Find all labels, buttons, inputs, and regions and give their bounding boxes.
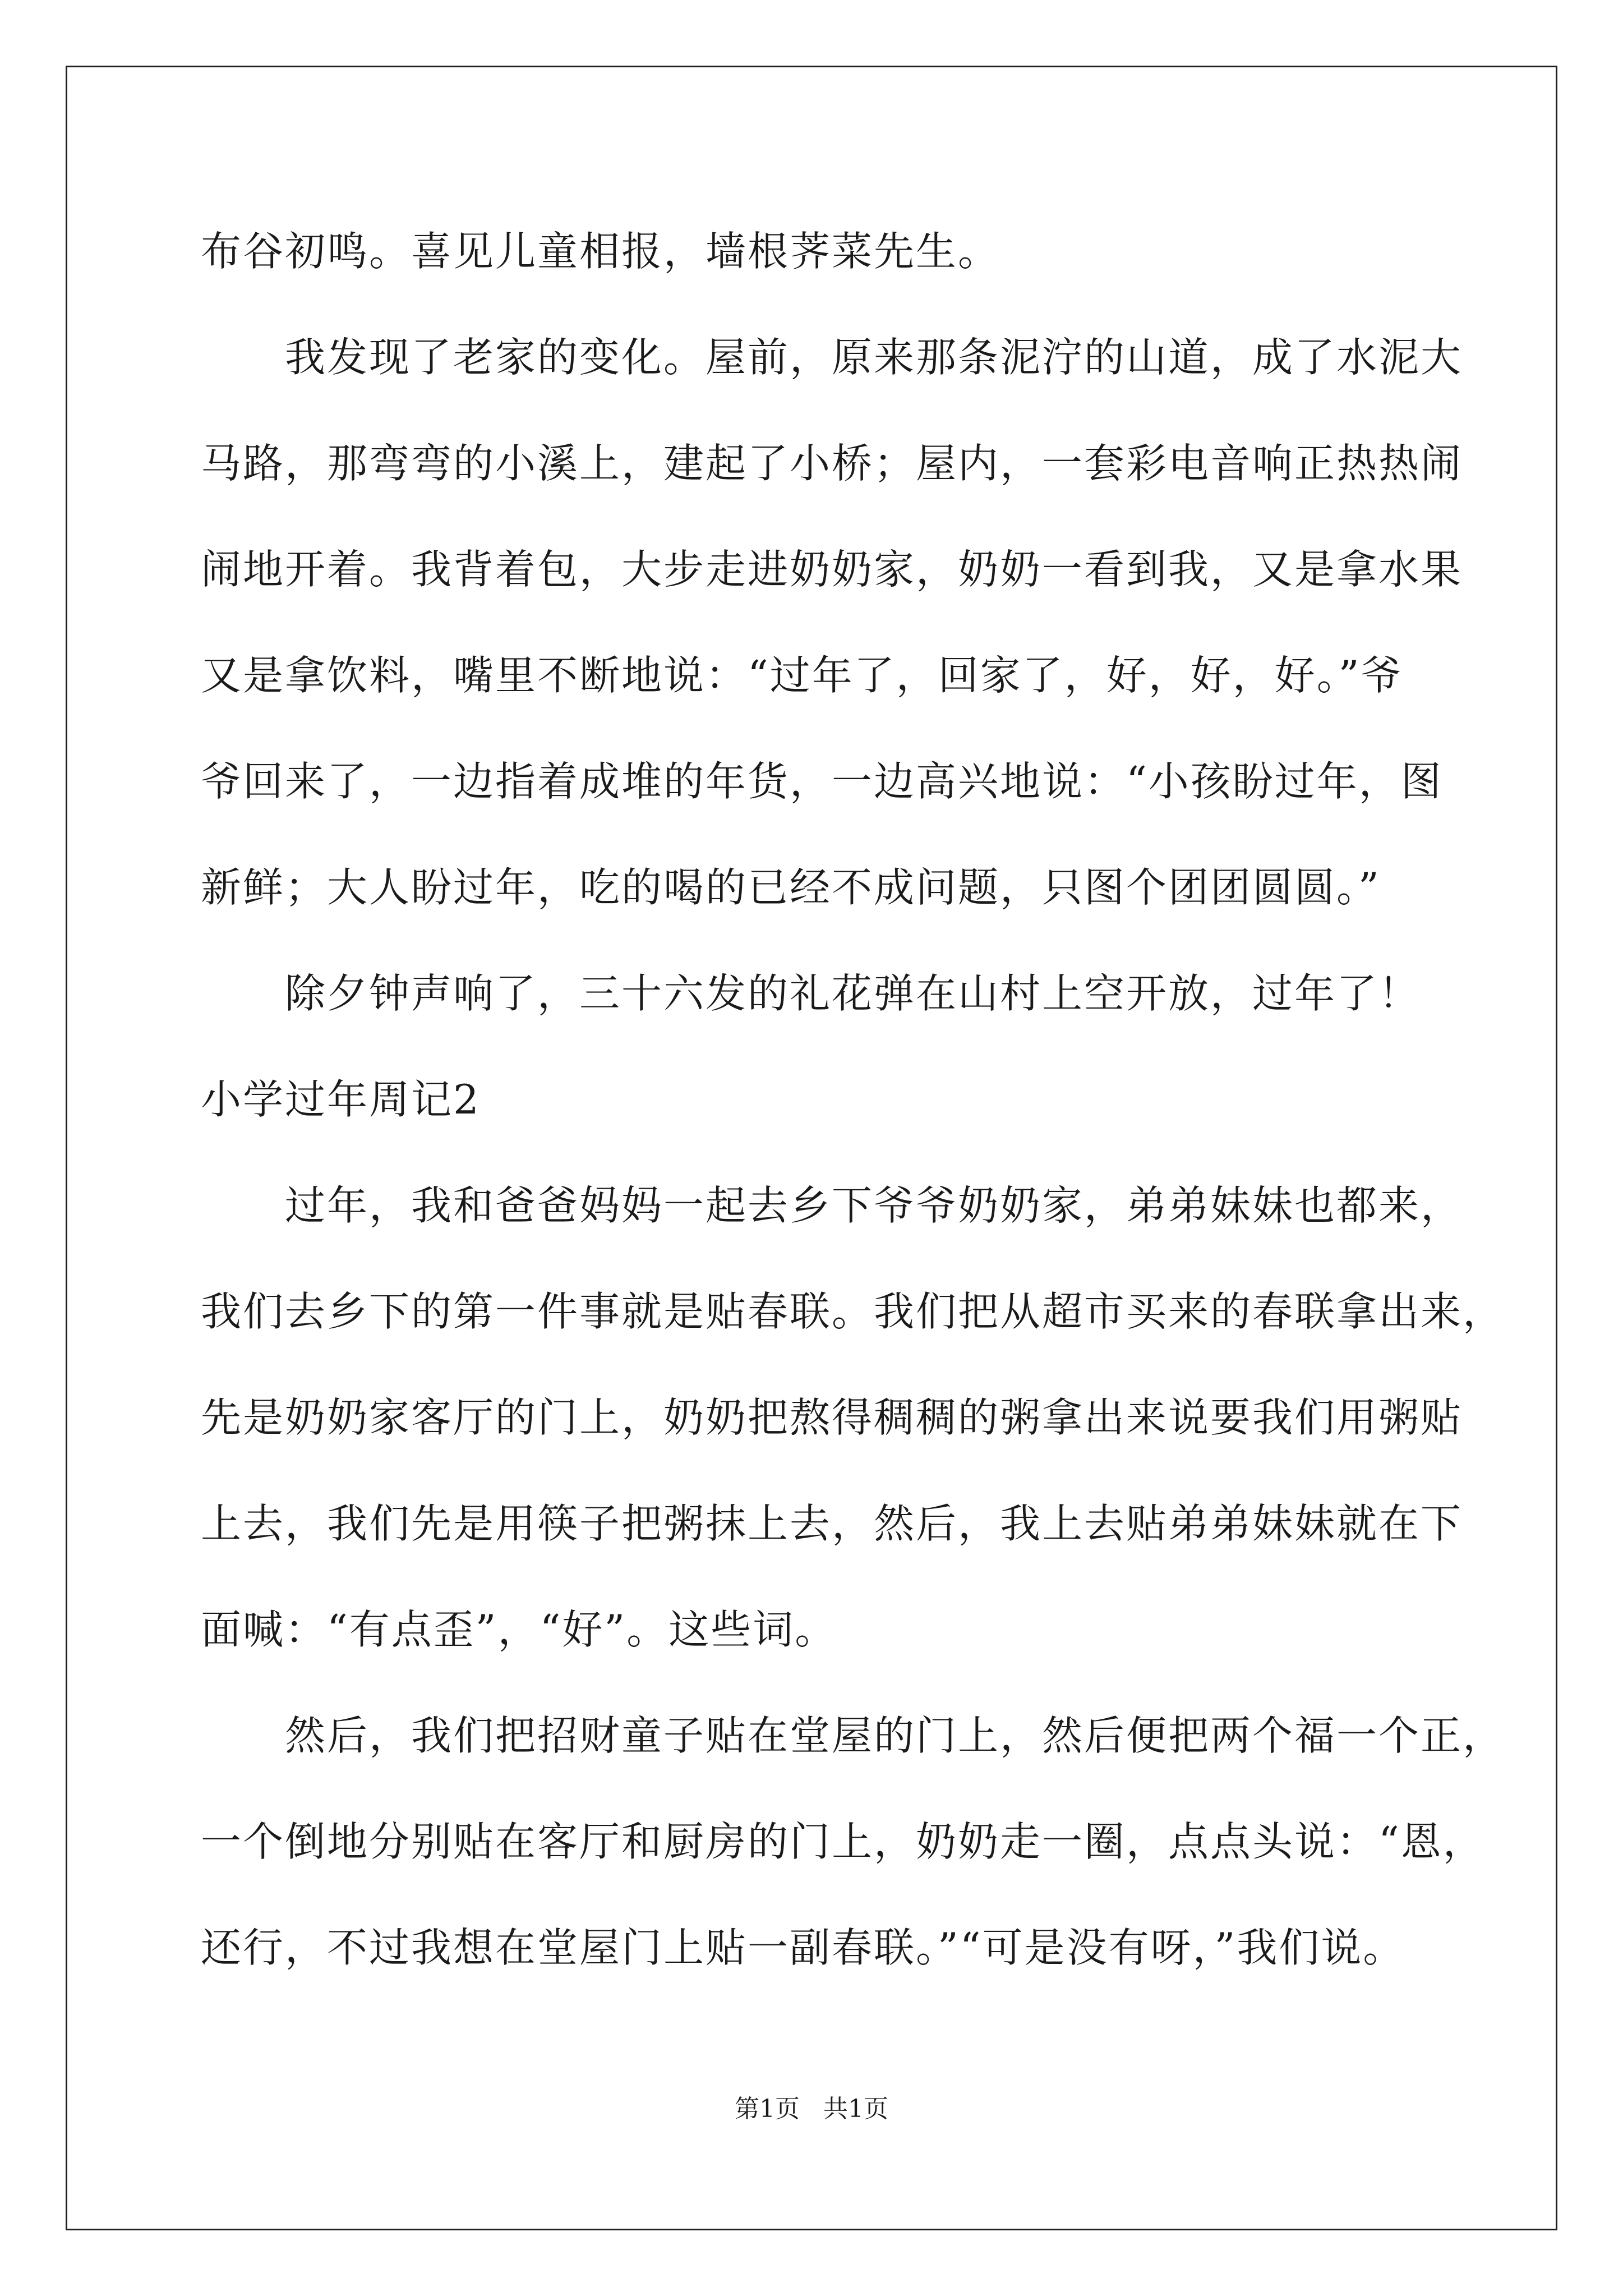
section-heading: 小学过年周记2 [201,1076,481,1123]
text-line-5: 又是拿饮料，嘴里不断地说：“过年了，回家了，好，好，好。”爷 [201,652,1403,699]
text-line-2: 我发现了老家的变化。屋前，原来那条泥泞的山道，成了水泥大 [201,334,1463,381]
text-line-7: 新鲜；大人盼过年，吃的喝的已经不成问题，只图个团团圆圆。” [201,864,1381,911]
text-line-8: 除夕钟声响了，三十六发的礼花弹在山村上空开放，过年了！ [201,970,1421,1017]
text-line-10: 过年，我和爸爸妈妈一起去乡下爷爷奶奶家，弟弟妹妹也都来， [201,1182,1463,1229]
text-line-11: 我们去乡下的第一件事就是贴春联。我们把从超市买来的春联拿出来， [201,1288,1505,1335]
page-footer [0,2097,1623,2122]
text-line-6: 爷回来了，一边指着成堆的年货，一边高兴地说：“小孩盼过年，图 [201,758,1443,805]
text-line-1: 布谷初鸣。喜见儿童相报，墙根荠菜先生。 [201,228,1000,275]
page-total: 共1页 [823,2095,888,2123]
text-line-12: 先是奶奶家客厅的门上，奶奶把熬得稠稠的粥拿出来说要我们用粥贴 [201,1394,1463,1441]
page-frame [66,66,1557,2230]
text-line-4: 闹地开着。我背着包，大步走进奶奶家，奶奶一看到我，又是拿水果 [201,546,1463,593]
text-line-14: 面喊：“有点歪”，“好”。这些词。 [201,1606,837,1653]
text-line-17: 还行，不过我想在堂屋门上贴一副春联。”“可是没有呀，”我们说。 [201,1924,1405,1971]
page-number: 第1页 [735,2095,800,2123]
text-line-13: 上去，我们先是用筷子把粥抹上去，然后，我上去贴弟弟妹妹就在下 [201,1500,1463,1547]
text-line-15: 然后，我们把招财童子贴在堂屋的门上，然后便把两个福一个正， [201,1712,1505,1759]
text-line-3: 马路，那弯弯的小溪上，建起了小桥；屋内，一套彩电音响正热热闹 [201,440,1463,487]
text-line-16: 一个倒地分别贴在客厅和厨房的门上，奶奶走一圈，点点头说：“恩， [201,1818,1485,1865]
